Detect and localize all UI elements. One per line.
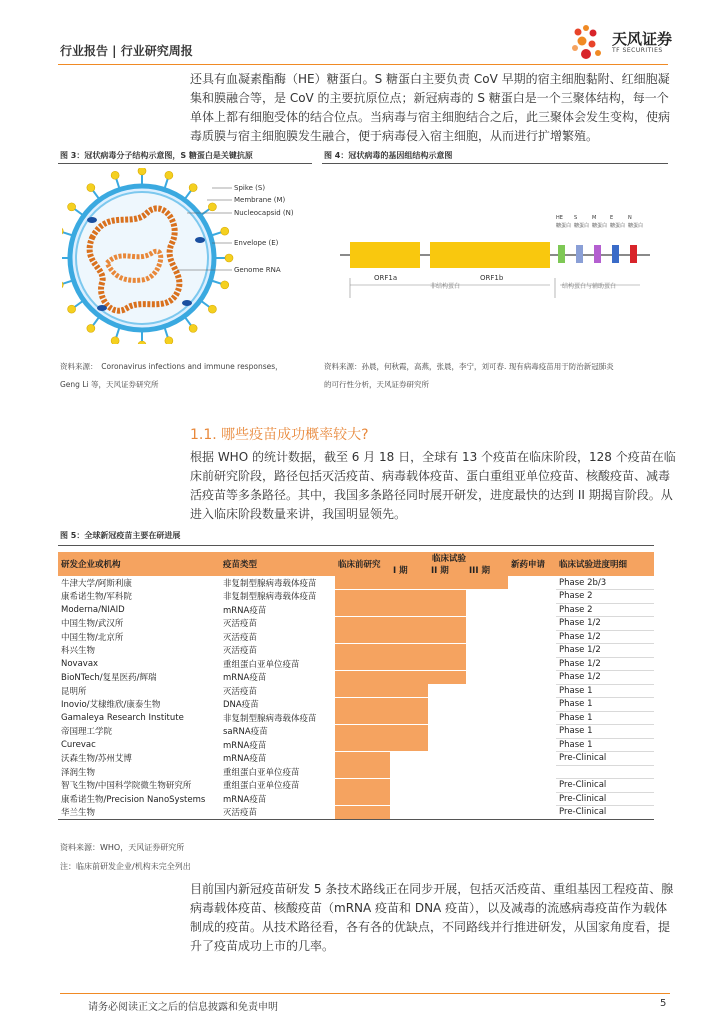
progress-cell: Phase 1/2 (556, 630, 654, 644)
company-cell: 帝国理工学院 (61, 727, 113, 738)
stage-cell (428, 765, 466, 779)
spike-head (62, 227, 63, 235)
company-cell: 中国生物/北京所 (61, 632, 124, 643)
table-row (58, 576, 654, 590)
table-row (58, 711, 654, 725)
stage-cell (335, 644, 390, 658)
header-progress: 临床试验进度明细 (556, 552, 654, 576)
type-cell: 灭活疫苗 (223, 619, 258, 630)
paragraph-2: 根据 WHO 的统计数据，截至 6 月 18 日，全球有 13 个疫苗在临床阶段，128 个疫苗在临床前研究阶段，路径包括灭活疫苗、病毒载体疫苗、蛋白重组亚单位疫苗、核酸疫苗、减毒活疫苗等多条路径。其中，我国多条路径同时展开研发，进度最快的达到 II 期揭盲阶段。从进入临床阶段数量来讲，我国明显领先。 (190, 450, 676, 521)
stage-cell (466, 738, 508, 752)
stage-cell (428, 711, 466, 725)
type-cell: mRNA疫苗 (223, 794, 267, 805)
type-cell: 重组蛋白亚单位疫苗 (223, 767, 300, 778)
stage-bar (390, 630, 428, 643)
stage-cell (390, 779, 428, 793)
progress-cell: Phase 1 (556, 725, 654, 739)
progress-cell: Phase 1 (556, 684, 654, 698)
stage-cell (466, 590, 508, 604)
progress-cell (556, 765, 654, 779)
orf1b-label: ORF1b (480, 274, 504, 282)
type-cell: 灭活疫苗 (223, 632, 258, 643)
gene-block (576, 245, 583, 263)
spike-head (62, 281, 63, 289)
vaccine-progress-table (58, 552, 654, 820)
table-row (58, 657, 654, 671)
orf1a-block (350, 242, 420, 268)
stage-cell (390, 792, 428, 806)
label-nucleocapsid: Nucleocapsid (N) (234, 209, 294, 217)
company-cell: 牛津大学/阿斯利康 (61, 578, 132, 589)
table-row (58, 765, 654, 779)
company-cell: 泽润生物 (61, 767, 96, 778)
stage-cell (508, 738, 556, 752)
type-cell: 重组蛋白亚单位疫苗 (223, 781, 300, 792)
stage-cell (508, 725, 556, 739)
stage-cell (466, 792, 508, 806)
stage-cell (466, 725, 508, 739)
figure-4-rule (322, 163, 668, 164)
stage-cell (508, 698, 556, 712)
stage-cell (466, 603, 508, 617)
stage-cell (466, 684, 508, 698)
orf1a-label: ORF1a (374, 274, 398, 282)
spike-head (189, 324, 197, 332)
report-header: 行业报告 | 行业研究周报 (60, 44, 193, 58)
spike-head (87, 324, 95, 332)
spike-head (221, 281, 229, 289)
stage-cell (335, 630, 390, 644)
stage-cell (508, 617, 556, 631)
stage-cell (335, 657, 390, 671)
figure-3-rule (58, 163, 312, 164)
stage-cell (428, 603, 466, 617)
progress-cell: Phase 1/2 (556, 671, 654, 685)
stage-cell (390, 684, 428, 698)
stage-cell (390, 576, 428, 590)
gene-block (612, 245, 619, 263)
spike-head (165, 171, 173, 179)
progress-cell: Pre-Clinical (556, 806, 654, 820)
stage-cell (390, 617, 428, 631)
stage-cell (335, 725, 390, 739)
spike-head (111, 337, 119, 344)
header-phase3: III 期 (466, 564, 508, 576)
stage-bar (428, 671, 466, 684)
gene-block (630, 245, 637, 263)
stage-cell (390, 765, 428, 779)
stage-cell (428, 738, 466, 752)
stage-cell (508, 576, 556, 590)
gene-label: N (628, 215, 632, 221)
table-row (58, 738, 654, 752)
header-divider (58, 64, 668, 65)
spike-head (225, 254, 233, 262)
section-title: 1.1. 哪些疫苗成功概率较大? (190, 427, 369, 443)
stage-cell (428, 617, 466, 631)
header-clinical: 临床试验 (390, 552, 508, 564)
stage-bar (335, 671, 390, 684)
company-cell: BioNTech/复星医药/辉瑞 (61, 673, 157, 684)
stage-cell (508, 603, 556, 617)
header-preclinical: 临床前研究 (335, 552, 390, 576)
label-spike: Spike (S) (234, 184, 266, 192)
table-row (58, 671, 654, 685)
genome-diagram (330, 212, 660, 307)
gene-label: S (574, 215, 578, 221)
stage-cell (428, 671, 466, 685)
stage-cell (390, 698, 428, 712)
spike-head (138, 168, 146, 175)
company-cell: 华兰生物 (58, 806, 220, 820)
gene-label: HE (556, 215, 563, 221)
stage-bar (390, 657, 428, 670)
table-row (58, 806, 654, 820)
type-cell: 重组蛋白亚单位疫苗 (223, 659, 300, 670)
stage-cell (508, 765, 556, 779)
stage-cell (390, 738, 428, 752)
stage-bar (390, 603, 428, 616)
footer-disclaimer: 请务必阅读正文之后的信息披露和免责申明 (88, 1002, 278, 1013)
stage-bar (335, 657, 390, 670)
gene-label: M (592, 215, 597, 221)
table-row (58, 792, 654, 806)
coronavirus-diagram (62, 168, 302, 344)
stage-cell (428, 657, 466, 671)
stage-cell (428, 698, 466, 712)
stage-cell (508, 684, 556, 698)
progress-cell: Phase 2b/3 (556, 576, 654, 590)
stage-bar (335, 738, 390, 751)
figure-5-note: 注：临床前研发企业/机构未完全列出 (60, 862, 191, 871)
stage-cell (428, 752, 466, 766)
gene-block (594, 245, 601, 263)
stage-cell (390, 711, 428, 725)
stage-bar (390, 644, 428, 657)
stage-cell (508, 806, 556, 820)
stage-cell (335, 576, 390, 590)
header-phase2: II 期 (428, 564, 466, 576)
header-phase1: I 期 (390, 564, 428, 576)
stage-cell (428, 630, 466, 644)
type-cell: DNA疫苗 (223, 700, 259, 711)
progress-cell: Phase 2 (556, 603, 654, 617)
stage-cell (335, 792, 390, 806)
company-cell: 康希诺生物/军科院 (61, 592, 132, 603)
page-number: 5 (660, 998, 667, 1009)
stage-cell (390, 630, 428, 644)
gene-label: 糖蛋白 (628, 223, 644, 229)
progress-cell: Phase 1/2 (556, 657, 654, 671)
progress-cell: Phase 1 (556, 698, 654, 712)
stage-cell (428, 644, 466, 658)
stage-cell (390, 752, 428, 766)
label-membrane: Membrane (M) (234, 196, 286, 204)
stage-bar (335, 630, 390, 643)
stage-cell (428, 590, 466, 604)
spike-head (68, 203, 76, 211)
stage-bar (428, 576, 466, 589)
header-company: 研发企业或机构 (58, 552, 220, 576)
logo-subtext: TF SECURITIES (612, 47, 663, 54)
progress-cell: Pre-Clinical (556, 779, 654, 793)
structural-label: 结构蛋白与辅助蛋白 (562, 283, 617, 290)
stage-cell (466, 630, 508, 644)
spike-head (189, 184, 197, 192)
stage-cell (508, 779, 556, 793)
spike-head (208, 203, 216, 211)
table-row (58, 590, 654, 604)
figure-4-title: 图 4：冠状病毒的基因组结构示意图 (324, 151, 453, 160)
type-cell: 灭活疫苗 (223, 646, 258, 657)
stage-cell (390, 603, 428, 617)
stage-bar (335, 779, 390, 792)
spike-head (87, 184, 95, 192)
logo-text: 天风证券 (612, 30, 673, 48)
progress-cell: Phase 1/2 (556, 644, 654, 658)
company-cell: 中国生物/武汉所 (61, 619, 124, 630)
stage-bar (390, 590, 428, 603)
stage-cell (428, 684, 466, 698)
stage-cell (335, 698, 390, 712)
figure-3-source: 资料来源： Coronavirus infections and immune responses， Geng Li 等，天风证券研究所 (60, 362, 283, 389)
stage-bar (428, 617, 466, 630)
type-cell: 非复制型腺病毒载体疫苗 (223, 578, 317, 589)
table-row (58, 630, 654, 644)
company-cell: 科兴生物 (61, 646, 96, 657)
stage-cell (390, 644, 428, 658)
stage-cell (508, 630, 556, 644)
stage-bar (335, 792, 390, 805)
stage-bar (390, 576, 428, 589)
stage-bar (428, 603, 466, 616)
stage-cell (466, 711, 508, 725)
company-cell: Gamaleya Research Institute (61, 712, 184, 723)
stage-cell (508, 657, 556, 671)
stage-cell (466, 576, 508, 590)
stage-bar (390, 711, 428, 724)
type-cell: mRNA疫苗 (223, 754, 267, 765)
company-cell: 沃森生物/苏州艾博 (61, 754, 132, 765)
stage-cell (335, 738, 390, 752)
stage-cell (466, 779, 508, 793)
progress-cell: Phase 2 (556, 590, 654, 604)
stage-bar (335, 576, 390, 589)
orf1b-block (430, 242, 550, 268)
type-cell: mRNA疫苗 (223, 740, 267, 751)
paragraph-3: 目前国内新冠疫苗研发 5 条技术路线正在同步开展，包括灭活疫苗、重组基因工程疫苗、腺病毒载体疫苗、核酸疫苗（mRNA 疫苗和 DNA 疫苗），以及减毒的流感病毒疫苗作为载体制成的疫苗。从技术路径看，各有各的优缺点，不同路线并行推进研发，从国家角度看，提升了疫苗成功上市的几率。 (190, 882, 674, 953)
stage-bar (335, 806, 390, 819)
stage-bar (390, 617, 428, 630)
stage-cell (508, 752, 556, 766)
table-row (58, 684, 654, 698)
progress-cell: Phase 1 (556, 738, 654, 752)
stage-cell (428, 792, 466, 806)
table-row (58, 644, 654, 658)
company-cell: 昆明所 (61, 686, 87, 697)
table-row (58, 752, 654, 766)
figure-5-source: 资料来源：WHO，天风证券研究所 (60, 843, 185, 852)
gene-label: 糖蛋白 (574, 223, 590, 229)
stage-cell (466, 765, 508, 779)
stage-cell (390, 671, 428, 685)
figure-5-rule (58, 545, 654, 546)
stage-cell (508, 671, 556, 685)
stage-bar (335, 603, 390, 616)
company-cell: 康希诺生物/Precision NanoSystems (61, 794, 206, 805)
figure-5-notes (60, 838, 191, 876)
company-cell: Inovio/艾棣维欣/康泰生物 (61, 700, 161, 711)
gene-label: 糖蛋白 (610, 223, 626, 229)
stage-cell (335, 765, 390, 779)
table-row (58, 725, 654, 739)
paragraph-1: 还具有血凝素酯酶（HE）糖蛋白。S 糖蛋白主要负责 CoV 早期的宿主细胞黏附、红细胞凝集和膜融合等，是 CoV 的主要抗原位点；新冠病毒的 S 糖蛋白是一个三聚体结构，每一个单体上都有细胞受体的结合位点。当病毒与宿主细胞结合之后，此三聚体会发生变构，使病毒质膜与宿主细胞膜发生融合，便于病毒侵入宿主细胞，从而进行扩增繁殖。 (190, 72, 671, 143)
type-cell: 非复制型腺病毒载体疫苗 (223, 713, 317, 724)
type-cell: mRNA疫苗 (223, 605, 267, 616)
stage-bar (390, 738, 428, 751)
spike-head (221, 227, 229, 235)
stage-cell (428, 779, 466, 793)
stage-cell (466, 657, 508, 671)
stage-cell (390, 657, 428, 671)
header-type: 疫苗类型 (220, 552, 335, 576)
stage-cell (508, 711, 556, 725)
stage-cell (390, 806, 428, 820)
footer-divider (60, 993, 670, 994)
progress-cell: Phase 1 (556, 711, 654, 725)
type-cell: 非复制型腺病毒载体疫苗 (223, 592, 317, 603)
stage-bar (335, 684, 390, 697)
stage-cell (428, 806, 466, 820)
table-row (58, 603, 654, 617)
table-row (58, 779, 654, 793)
stage-cell (335, 806, 390, 820)
stage-cell (335, 617, 390, 631)
stage-bar (428, 590, 466, 603)
table-row (58, 617, 654, 631)
company-cell: 智飞生物/中国科学院微生物研究所 (61, 781, 192, 792)
stage-cell (466, 671, 508, 685)
type-cell: 灭活疫苗 (220, 806, 335, 820)
stage-cell (335, 684, 390, 698)
stage-bar (428, 657, 466, 670)
gene-label: 糖蛋白 (592, 223, 608, 229)
company-cell: Moderna/NIAID (61, 604, 125, 615)
stage-bar (335, 711, 390, 724)
figure-4-source: 资料来源：孙晨，何秋霞，高燕，张晨，李宁，刘可春. 现有病毒疫苗用于防治新冠肺炎 的可行性分析，天风证券研究所 (324, 362, 614, 389)
stage-bar (335, 725, 390, 738)
stage-cell (428, 725, 466, 739)
stage-bar (390, 684, 428, 697)
type-cell: saRNA疫苗 (223, 727, 268, 738)
progress-cell: Phase 1/2 (556, 617, 654, 631)
stage-bar (335, 590, 390, 603)
spike-head (138, 341, 146, 344)
stage-cell (335, 590, 390, 604)
stage-cell (390, 725, 428, 739)
stage-cell (508, 644, 556, 658)
stage-cell (335, 671, 390, 685)
stage-cell (466, 644, 508, 658)
stage-cell (466, 806, 508, 820)
stage-cell (466, 617, 508, 631)
company-cell: Curevac (61, 739, 96, 750)
gene-label: 糖蛋白 (556, 223, 572, 229)
type-cell: mRNA疫苗 (223, 673, 267, 684)
stage-cell (466, 752, 508, 766)
stage-bar (390, 671, 428, 684)
stage-cell (335, 711, 390, 725)
gene-block (558, 245, 565, 263)
stage-cell (335, 752, 390, 766)
stage-cell (508, 590, 556, 604)
company-cell: Novavax (61, 658, 99, 669)
stage-bar (335, 752, 390, 765)
stage-cell (428, 576, 466, 590)
stage-bar (335, 617, 390, 630)
label-genome: Genome RNA (234, 266, 281, 274)
stage-cell (390, 590, 428, 604)
stage-bar (335, 765, 390, 778)
spike-head (208, 305, 216, 313)
stage-bar (335, 698, 390, 711)
figure-5-title: 图 5：全球新冠疫苗主要在研进展 (60, 531, 181, 540)
stage-bar (428, 644, 466, 657)
stage-bar (466, 576, 508, 589)
gene-label: E (610, 215, 614, 221)
stage-bar (335, 644, 390, 657)
stage-cell (335, 779, 390, 793)
spike-head (68, 305, 76, 313)
progress-cell: Pre-Clinical (556, 752, 654, 766)
type-cell: 灭活疫苗 (223, 686, 258, 697)
table-row (58, 698, 654, 712)
stage-bar (428, 630, 466, 643)
stage-cell (508, 792, 556, 806)
nonstructural-label: 非结构蛋白 (430, 283, 461, 290)
stage-cell (466, 698, 508, 712)
figure-3-title: 图 3：冠状病毒分子结构示意图，S 糖蛋白是关键抗原 (60, 151, 253, 160)
progress-cell: Pre-Clinical (556, 792, 654, 806)
stage-bar (390, 698, 428, 711)
spike-head (111, 171, 119, 179)
spike-head (165, 337, 173, 344)
header-nda: 新药申请 (508, 552, 556, 576)
stage-bar (390, 725, 428, 738)
label-envelope: Envelope (E) (234, 239, 279, 247)
stage-cell (335, 603, 390, 617)
